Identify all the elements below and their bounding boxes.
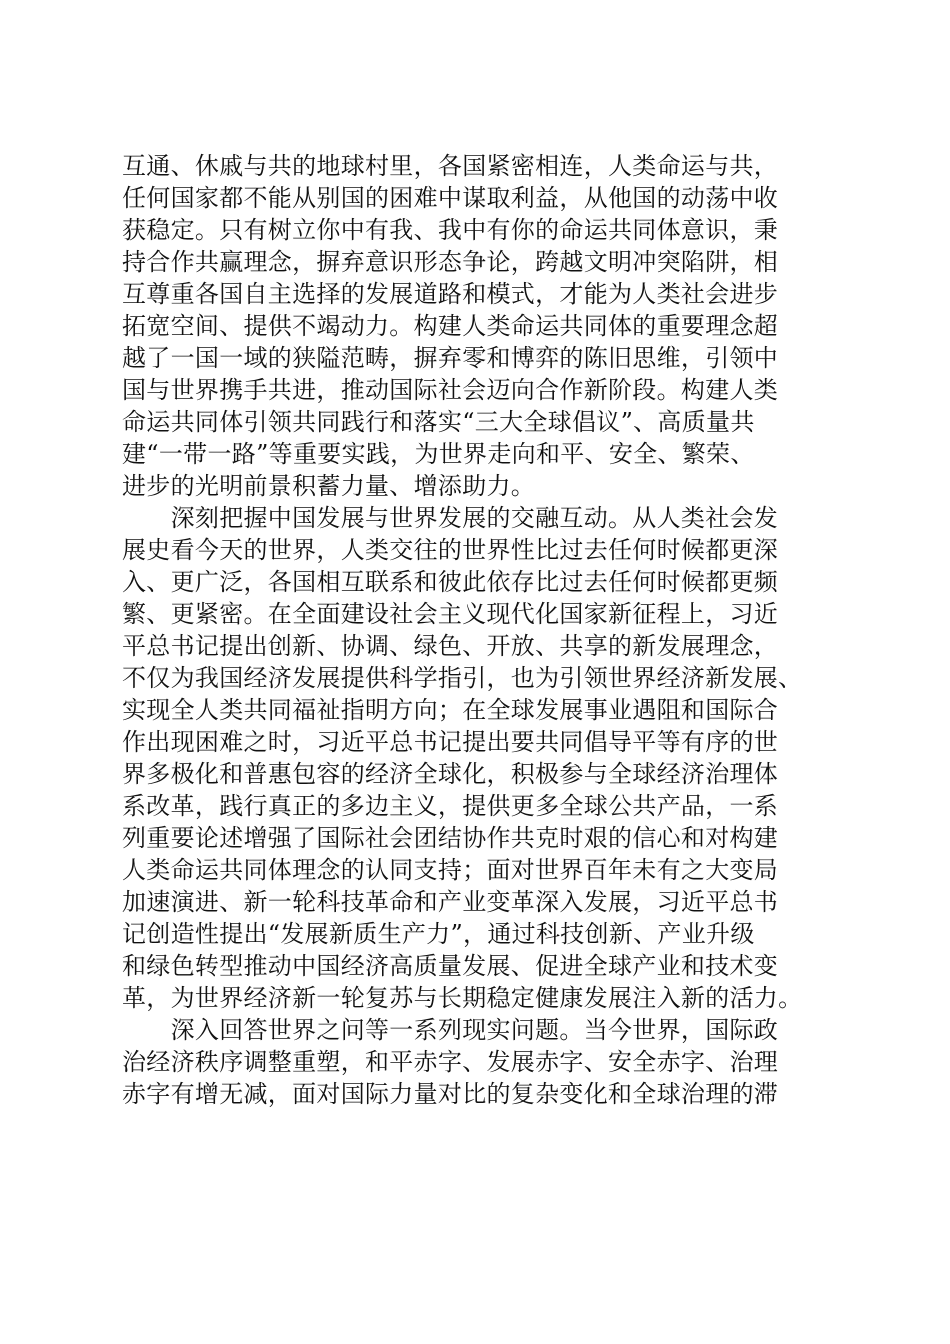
text-line: 和绿色转型推动中国经济高质量发展、促进全球产业和技术变 [122,952,779,980]
text-line: 互尊重各国自主选择的发展道路和模式，才能为人类社会进步 [122,280,779,308]
text-line: 互通、休戚与共的地球村里，各国紧密相连，人类命运与共， [122,152,779,180]
text-line: 拓宽空间、提供不竭动力。构建人类命运共同体的重要理念超 [122,312,779,340]
text-line: 列重要论述增强了国际社会团结协作共克时艰的信心和对构建 [122,824,779,852]
text-line: 界多极化和普惠包容的经济全球化，积极参与全球经济治理体 [122,760,779,788]
text-line: 不仅为我国经济发展提供科学指引，也为引领世界经济新发展、 [122,664,803,692]
text-line: 平总书记提出创新、协调、绿色、开放、共享的新发展理念， [122,632,779,660]
text-line: 深刻把握中国发展与世界发展的交融互动。从人类社会发 [122,504,779,532]
text-line: 深入回答世界之问等一系列现实问题。当今世界，国际政 [122,1016,779,1044]
text-line: 展史看今天的世界，人类交往的世界性比过去任何时候都更深 [122,536,779,564]
text-line: 繁、更紧密。在全面建设社会主义现代化国家新征程上，习近 [122,600,779,628]
text-line: 获稳定。只有树立你中有我、我中有你的命运共同体意识，秉 [122,216,779,244]
text-line: 治经济秩序调整重塑，和平赤字、发展赤字、安全赤字、治理 [122,1048,779,1076]
body-text [122,150,842,1110]
text-line: 加速演进、新一轮科技革命和产业变革深入发展，习近平总书 [122,888,779,916]
text-line: 赤字有增无减，面对国际力量对比的复杂变化和全球治理的滞 [122,1080,779,1108]
text-line: 入、更广泛，各国相互联系和彼此依存比过去任何时候都更频 [122,568,779,596]
text-line: 作出现困难之时，习近平总书记提出要共同倡导平等有序的世 [122,728,779,756]
text-line: 建“一带一路”等重要实践，为世界走向和平、安全、繁荣、 [122,440,755,468]
text-line: 国与世界携手共进，推动国际社会迈向合作新阶段。构建人类 [122,376,779,404]
text-line: 任何国家都不能从别国的困难中谋取利益，从他国的动荡中收 [122,184,779,212]
text-line: 命运共同体引领共同践行和落实“三大全球倡议”、高质量共 [122,408,755,436]
text-line: 系改革，践行真正的多边主义，提供更多全球公共产品，一系 [122,792,779,820]
text-line: 进步的光明前景积蓄力量、增添助力。 [122,472,536,500]
text-line: 持合作共赢理念，摒弃意识形态争论，跨越文明冲突陷阱，相 [122,248,779,276]
text-line: 记创造性提出“发展新质生产力”，通过科技创新、产业升级 [122,920,755,948]
text-line: 实现全人类共同福祉指明方向；在全球发展事业遇阻和国际合 [122,696,779,724]
text-line: 人类命运共同体理念的认同支持；面对世界百年未有之大变局 [122,856,779,884]
text-line: 越了一国一域的狭隘范畴，摒弃零和博弈的陈旧思维，引领中 [122,344,779,372]
text-line: 革，为世界经济新一轮复苏与长期稳定健康发展注入新的活力。 [122,984,803,1012]
